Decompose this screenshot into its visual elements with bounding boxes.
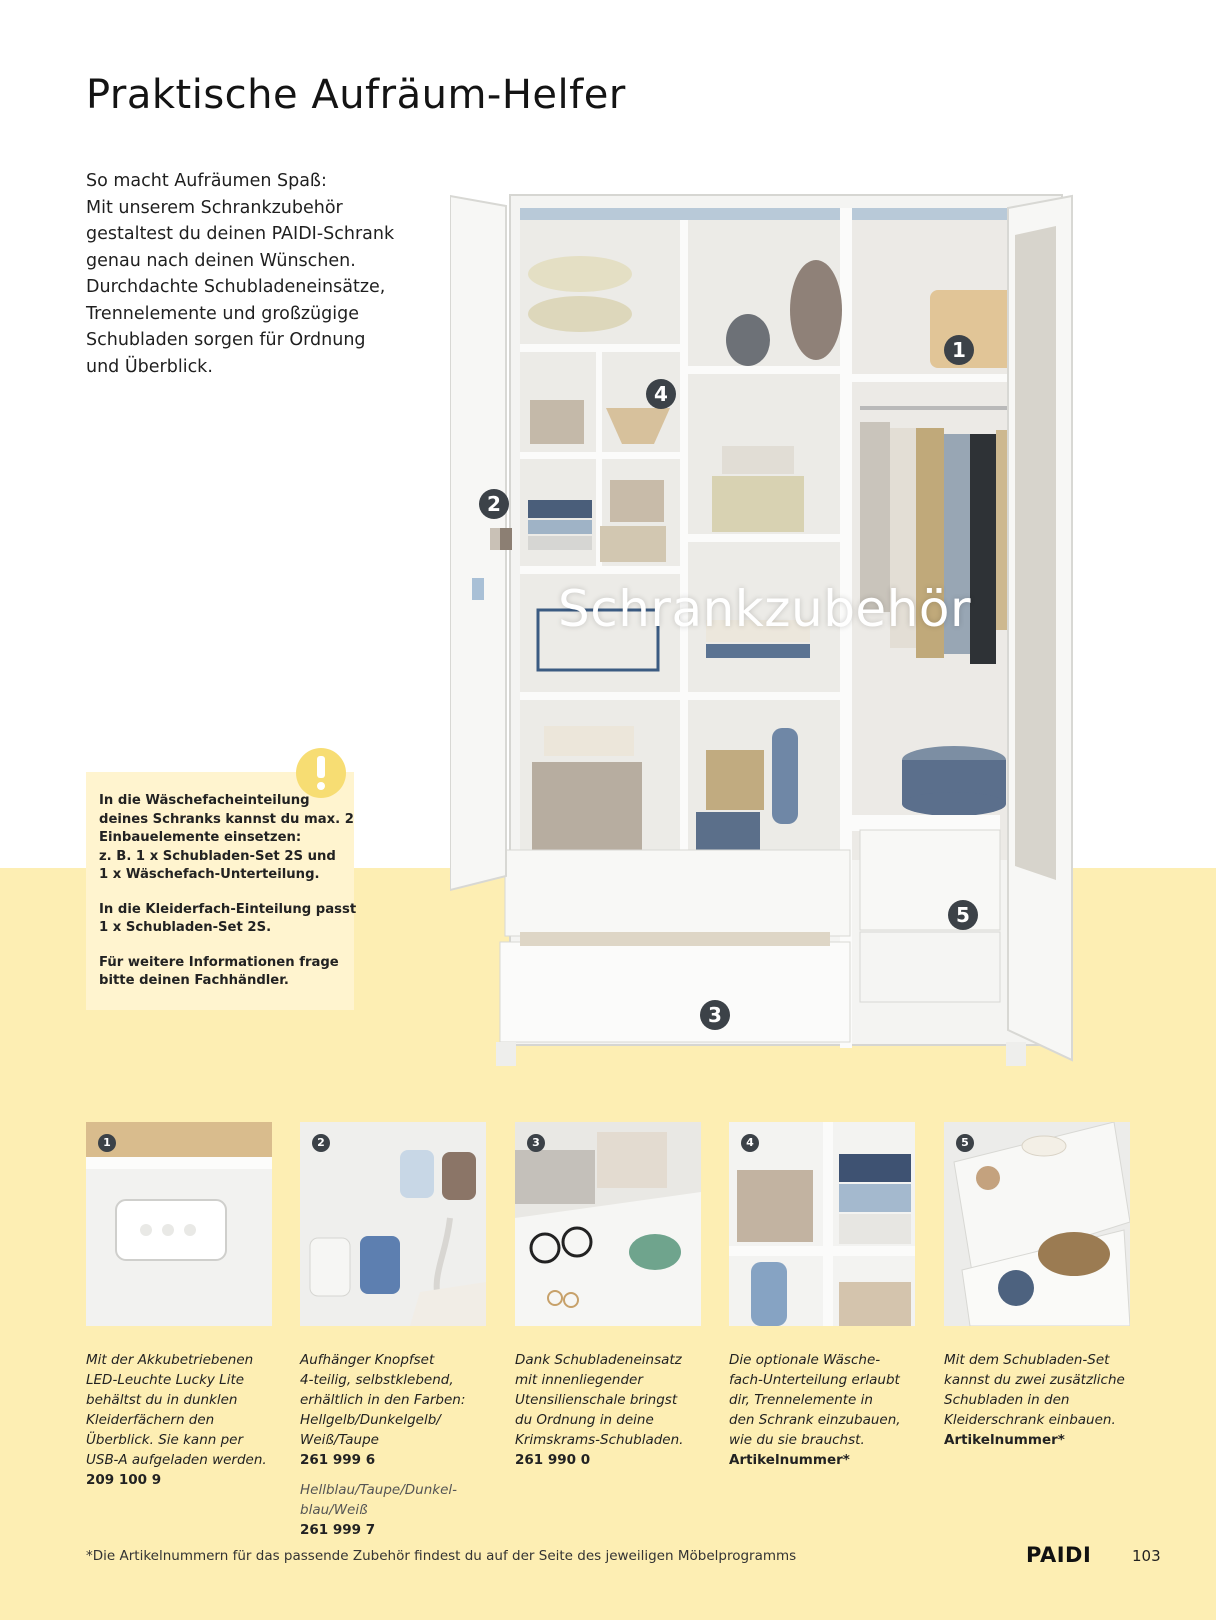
- info-line: 1 x Schubladen-Set 2S.: [99, 920, 272, 935]
- caption-line: Die optionale Wäsche-: [729, 1352, 881, 1368]
- footnote: *Die Artikelnummern für das passende Zubehör findest du auf der Seite des jeweiligen Möbelprogramms: [86, 1548, 797, 1564]
- intro-line: So macht Aufräumen Spaß:: [86, 171, 327, 191]
- caption-line: Krimskrams-Schubladen.: [515, 1432, 684, 1448]
- caption-line: Weiß/Taupe: [300, 1432, 379, 1448]
- info-line: z. B. 1 x Schubladen-Set 2S und: [99, 848, 336, 864]
- info-line: In die Wäschefacheinteilung: [99, 793, 310, 808]
- info-paragraph: [99, 954, 349, 991]
- product-caption-2: [300, 1350, 490, 1540]
- product-caption-1: [86, 1350, 276, 1490]
- caption-line: Aufhänger Knopfset: [300, 1352, 435, 1368]
- caption-line: Utensilienschale bringst: [515, 1392, 678, 1408]
- image-badge-3: 3: [700, 1000, 730, 1030]
- product-image-3: [515, 1122, 701, 1326]
- product-image-4: [729, 1122, 915, 1326]
- intro-line: gestaltest du deinen PAIDI-Schrank: [86, 224, 395, 244]
- article-number: Artikelnummer*: [729, 1452, 850, 1468]
- caption-line: 4-teilig, selbstklebend,: [300, 1372, 454, 1388]
- article-number: 209 100 9: [86, 1472, 162, 1488]
- intro-line: Schubladen sorgen für Ordnung: [86, 330, 366, 350]
- info-paragraph: [99, 901, 357, 938]
- caption-line: erhältlich in den Farben:: [300, 1392, 466, 1408]
- image-badge-4: 4: [646, 379, 676, 409]
- intro-line: Durchdachte Schubladeneinsätze,: [86, 277, 386, 297]
- caption-line: Mit dem Schubladen-Set: [944, 1352, 1110, 1368]
- caption-line: Hellgelb/Dunkelgelb/: [300, 1412, 441, 1428]
- info-box: [86, 772, 357, 1010]
- article-number: 261 990 0: [515, 1452, 591, 1468]
- caption-line: Dank Schubladeneinsatz: [515, 1352, 682, 1368]
- caption-line: den Schrank einzubauen,: [729, 1412, 901, 1428]
- caption-line: USB-A aufgeladen werden.: [86, 1452, 267, 1468]
- caption-line: wie du sie brauchst.: [729, 1432, 865, 1448]
- product-badge: 1: [98, 1134, 116, 1152]
- image-badge-1: 1: [944, 335, 974, 365]
- article-number: Artikelnummer*: [944, 1432, 1065, 1448]
- product-image-5: [944, 1122, 1130, 1326]
- caption-line: Hellblau/Taupe/Dunkel-: [300, 1482, 457, 1498]
- caption-line: Kleiderschrank einbauen.: [944, 1412, 1116, 1428]
- brand-logo: PAIDI: [1026, 1543, 1092, 1567]
- caption-line: Mit der Akkubetriebenen: [86, 1352, 254, 1368]
- image-badge-5: 5: [948, 900, 978, 930]
- info-line: deines Schranks kannst du max. 2: [99, 811, 354, 827]
- wardrobe-image: [450, 190, 1122, 1095]
- intro-text: [86, 168, 406, 380]
- info-line: In die Kleiderfach-Einteilung passt: [99, 901, 357, 917]
- intro-line: Trennelemente und großzügige: [86, 303, 359, 324]
- caption-line: dir, Trennelemente in: [729, 1392, 873, 1408]
- info-line: bitte deinen Fachhändler.: [99, 973, 289, 988]
- info-line: Einbauelemente einsetzen:: [99, 830, 302, 845]
- info-paragraph: [99, 792, 354, 885]
- caption-line: LED-Leuchte Lucky Lite: [86, 1372, 245, 1388]
- product-caption-3: [515, 1350, 705, 1470]
- product-caption-4: [729, 1350, 919, 1470]
- exclamation-icon: [296, 748, 346, 798]
- product-badge: 2: [312, 1134, 330, 1152]
- caption-line: Überblick. Sie kann per: [86, 1432, 244, 1448]
- product-badge: 3: [527, 1134, 545, 1152]
- intro-line: Mit unserem Schrankzubehör: [86, 197, 343, 218]
- caption-line: Schubladen in den: [944, 1392, 1070, 1408]
- caption-line: behältst du in dunklen: [86, 1392, 238, 1408]
- info-line: Für weitere Informationen frage: [99, 954, 339, 970]
- article-number: 261 999 6: [300, 1452, 376, 1468]
- product-badge: 4: [741, 1134, 759, 1152]
- article-number: 261 999 7: [300, 1522, 376, 1538]
- image-overlay-label: Schrankzubehör: [558, 580, 972, 638]
- caption-line: mit innenliegender: [515, 1372, 643, 1388]
- caption-line: blau/Weiß: [300, 1502, 368, 1518]
- product-caption-5: [944, 1350, 1134, 1450]
- page-title: Praktische Aufräum-Helfer: [86, 72, 626, 118]
- product-image-2: [300, 1122, 486, 1326]
- caption-line: du Ordnung in deine: [515, 1412, 654, 1428]
- info-line: 1 x Wäschefach-Unterteilung.: [99, 867, 320, 882]
- page-number: 103: [1132, 1547, 1161, 1565]
- caption-line: fach-Unterteilung erlaubt: [729, 1372, 900, 1388]
- intro-line: und Überblick.: [86, 356, 213, 377]
- image-badge-2: 2: [479, 489, 509, 519]
- product-badge: 5: [956, 1134, 974, 1152]
- caption-line: kannst du zwei zusätzliche: [944, 1372, 1125, 1388]
- intro-line: genau nach deinen Wünschen.: [86, 250, 356, 271]
- caption-line: Kleiderfächern den: [86, 1412, 215, 1428]
- product-image-1: [86, 1122, 272, 1326]
